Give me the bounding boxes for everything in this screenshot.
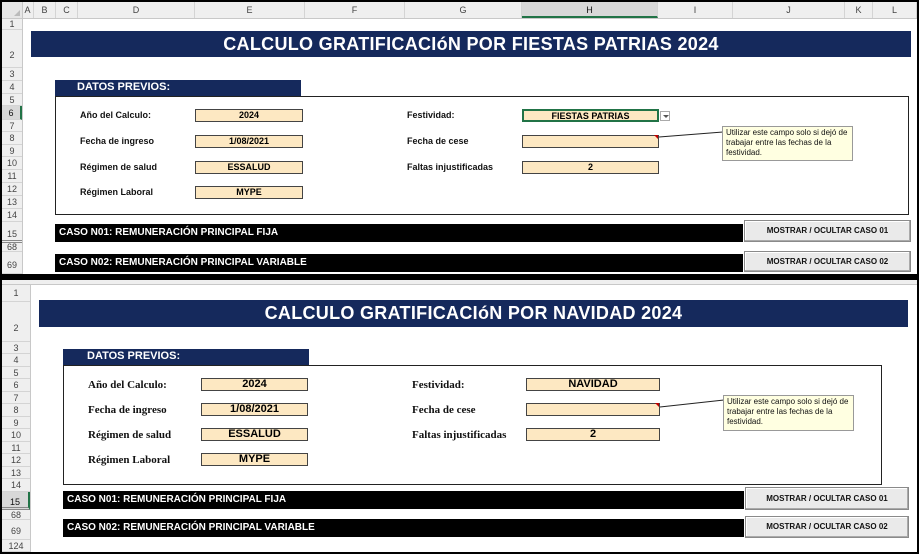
row-header[interactable]: 9 xyxy=(2,145,22,157)
toggle-case-02-button[interactable]: MOSTRAR / OCULTAR CASO 02 xyxy=(745,516,909,538)
column-header-h[interactable]: H xyxy=(522,2,658,18)
row-header[interactable]: 68 xyxy=(2,243,22,252)
faltas-field[interactable]: 2 xyxy=(522,161,659,174)
row-header[interactable]: 9 xyxy=(2,417,30,429)
row-header[interactable]: 13 xyxy=(2,196,22,209)
select-all-corner[interactable] xyxy=(2,2,23,18)
fecha-cese-field[interactable] xyxy=(526,403,660,416)
ingreso-label: Fecha de ingreso xyxy=(80,136,155,146)
row-header[interactable]: 8 xyxy=(2,404,30,417)
row-header[interactable]: 68 xyxy=(2,510,30,520)
row-header[interactable]: 5 xyxy=(2,94,22,106)
anio-label: Año del Calculo: xyxy=(80,110,152,120)
regimen-laboral-field[interactable]: MYPE xyxy=(195,186,303,199)
salud-label: Régimen de salud xyxy=(88,429,172,441)
row-header[interactable]: 3 xyxy=(2,342,30,354)
festividad-select[interactable]: FIESTAS PATRIAS xyxy=(522,109,659,122)
column-header-b[interactable]: B xyxy=(34,2,56,18)
case-01-header: CASO N01: REMUNERACIÓN PRINCIPAL FIJA xyxy=(63,491,744,509)
column-header-a[interactable]: A xyxy=(22,2,34,18)
ingreso-label: Fecha de ingreso xyxy=(88,404,167,416)
row-header[interactable]: 13 xyxy=(2,467,30,479)
row-header[interactable]: 14 xyxy=(2,479,30,492)
row-header[interactable]: 6 xyxy=(2,379,30,392)
column-header-c[interactable]: C xyxy=(56,2,78,18)
fecha-ingreso-field[interactable]: 1/08/2021 xyxy=(195,135,303,148)
row-header[interactable]: 6 xyxy=(2,106,22,120)
row-header[interactable]: 12 xyxy=(2,183,22,196)
column-headers-cut xyxy=(2,280,917,285)
anio-field[interactable]: 2024 xyxy=(201,378,308,391)
row-header[interactable]: 15 xyxy=(2,222,22,243)
case-01-header: CASO N01: REMUNERACIÓN PRINCIPAL FIJA xyxy=(55,224,743,242)
faltas-label: Faltas injustificadas xyxy=(412,429,507,441)
salud-label: Régimen de salud xyxy=(80,162,158,172)
row-header[interactable]: 5 xyxy=(2,367,30,379)
row-headers xyxy=(2,19,23,274)
row-header[interactable]: 11 xyxy=(2,442,30,454)
fecha-ingreso-field[interactable]: 1/08/2021 xyxy=(201,403,308,416)
column-header-i[interactable]: I xyxy=(658,2,733,18)
row-header[interactable]: 10 xyxy=(2,157,22,170)
dropdown-arrow-icon[interactable] xyxy=(660,111,670,121)
page-title: CALCULO GRATIFICACIóN POR NAVIDAD 2024 xyxy=(39,300,908,327)
row-header[interactable]: 69 xyxy=(2,252,22,274)
column-header-e[interactable]: E xyxy=(195,2,305,18)
page-title: CALCULO GRATIFICACIóN POR FIESTAS PATRIAS 2024 xyxy=(31,31,911,57)
column-header-l[interactable]: L xyxy=(873,2,917,18)
faltas-label: Faltas injustificadas xyxy=(407,162,494,172)
row-headers xyxy=(2,285,31,552)
laboral-label: Régimen Laboral xyxy=(80,187,154,197)
comment-note: Utilizar este campo solo si dejó de trabajar entre las fechas de la festividad. xyxy=(723,395,854,431)
festividad-select[interactable]: NAVIDAD xyxy=(526,378,660,391)
comment-connector xyxy=(659,398,725,410)
regimen-laboral-field[interactable]: MYPE xyxy=(201,453,308,466)
column-header-g[interactable]: G xyxy=(405,2,522,18)
row-header[interactable]: 4 xyxy=(2,81,22,94)
row-header[interactable]: 2 xyxy=(2,30,22,68)
row-header[interactable]: 1 xyxy=(2,285,30,302)
row-header[interactable]: 10 xyxy=(2,429,30,442)
row-header[interactable]: 8 xyxy=(2,132,22,145)
case-02-header: CASO N02: REMUNERACIÓN PRINCIPAL VARIABLE xyxy=(55,254,743,272)
row-header[interactable]: 69 xyxy=(2,520,30,540)
regimen-salud-field[interactable]: ESSALUD xyxy=(195,161,303,174)
section-tab-datos-previos: DATOS PREVIOS: xyxy=(55,80,301,96)
festividad-label: Festividad: xyxy=(407,110,455,120)
cese-label: Fecha de cese xyxy=(407,136,469,146)
comment-connector xyxy=(658,130,724,140)
row-header[interactable]: 124 xyxy=(2,540,30,552)
sheet-fiestas-patrias xyxy=(2,2,917,274)
toggle-case-01-button[interactable]: MOSTRAR / OCULTAR CASO 01 xyxy=(745,487,909,510)
row-header[interactable]: 3 xyxy=(2,68,22,81)
row-header[interactable]: 7 xyxy=(2,392,30,404)
fecha-cese-field[interactable] xyxy=(522,135,659,148)
festividad-label: Festividad: xyxy=(412,379,465,391)
comment-note: Utilizar este campo solo si dejó de trabajar entre las fechas de la festividad. xyxy=(722,126,853,161)
column-header-k[interactable]: K xyxy=(845,2,873,18)
cese-label: Fecha de cese xyxy=(412,404,476,416)
case-02-header: CASO N02: REMUNERACIÓN PRINCIPAL VARIABLE xyxy=(63,519,744,537)
regimen-salud-field[interactable]: ESSALUD xyxy=(201,428,308,441)
faltas-field[interactable]: 2 xyxy=(526,428,660,441)
row-header[interactable]: 1 xyxy=(2,19,22,30)
column-headers xyxy=(2,2,917,19)
row-header[interactable]: 4 xyxy=(2,354,30,367)
anio-label: Año del Calculo: xyxy=(88,379,167,391)
row-header[interactable]: 12 xyxy=(2,454,30,467)
toggle-case-01-button[interactable]: MOSTRAR / OCULTAR CASO 01 xyxy=(744,220,911,242)
column-header-f[interactable]: F xyxy=(305,2,405,18)
column-header-j[interactable]: J xyxy=(733,2,845,18)
row-header[interactable]: 2 xyxy=(2,302,30,342)
sheet-navidad xyxy=(2,280,917,552)
row-header[interactable]: 7 xyxy=(2,120,22,132)
row-header[interactable]: 15 xyxy=(2,492,30,510)
column-header-d[interactable]: D xyxy=(78,2,195,18)
section-tab-datos-previos: DATOS PREVIOS: xyxy=(63,349,309,365)
row-header[interactable]: 11 xyxy=(2,170,22,183)
laboral-label: Régimen Laboral xyxy=(88,454,171,466)
anio-field[interactable]: 2024 xyxy=(195,109,303,122)
toggle-case-02-button[interactable]: MOSTRAR / OCULTAR CASO 02 xyxy=(744,251,911,272)
row-header[interactable]: 14 xyxy=(2,209,22,222)
